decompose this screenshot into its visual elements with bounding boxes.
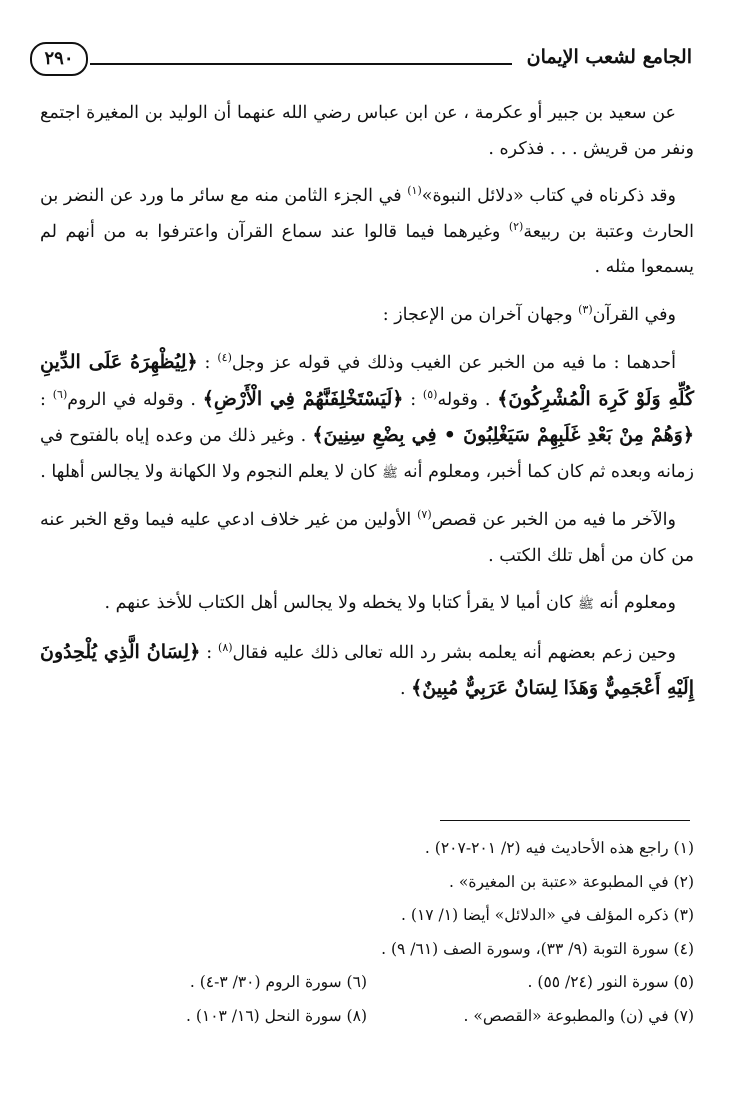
footnote-separator — [440, 820, 690, 821]
text-span: . وغير ذلك من وعده إياه بالفتوح في زمانه وبعده ثم كان كما أخبر، ومعلوم أنه — [40, 426, 694, 482]
book-title: الجامع لشعب الإيمان — [526, 46, 692, 68]
text-span: كان أميا لا يقرأ كتابا ولا يخطه ولا يجالس أهل الكتاب للأخذ عنهم . — [104, 593, 579, 613]
quran-verse-3: ﴿وَهُمْ مِنْ بَعْدِ غَلَبِهِمْ سَيَغْلِبُونَ • فِي بِضْعِ سِنِينَ﴾ — [312, 424, 694, 446]
footnote-ref-4: (٤) — [217, 351, 232, 365]
text-span: : — [197, 353, 218, 373]
footnote-ref-3: (٣) — [578, 302, 593, 316]
text-span: الأولين من غير خلاف ادعي عليه فيما وقع الخبر عنه من كان من أهل تلك الكتب . — [40, 510, 694, 566]
text-span: والآخر ما فيه من الخبر عن قصص — [431, 510, 676, 530]
text-span: : — [200, 642, 219, 663]
header-rule — [90, 63, 512, 65]
footnote-2: (٢) في المطبوعة «عتبة بن المغيرة» . — [448, 872, 694, 891]
text-span: وقد ذكرناه في كتاب «دلائل النبوة» — [421, 186, 676, 206]
paragraph-2 — [40, 179, 694, 286]
text-span: ومعلوم أنه — [593, 593, 676, 613]
footnote-6: (٦) سورة الروم (٣٠/ ٣-٤) . — [189, 973, 367, 991]
text-span: وجهان آخران من الإعجاز : — [382, 304, 579, 325]
footnote-3: (٣) ذكره المؤلف في «الدلائل» أيضا (١/ ١٧) . — [401, 906, 694, 924]
footnote-ref-7: (٧) — [417, 508, 432, 522]
text-span: : — [403, 389, 423, 410]
paragraph-7 — [40, 635, 694, 708]
footnote-ref-8: (٨) — [218, 640, 233, 654]
footnote-7: (٧) في (ن) والمطبوعة «القصص» . — [463, 1006, 694, 1025]
main-text — [40, 96, 694, 720]
paragraph-3 — [40, 298, 694, 334]
footnote-ref-2: (٢) — [508, 219, 524, 233]
text-span: . وقوله — [437, 389, 498, 410]
paragraph-5 — [40, 503, 694, 574]
text-span: كان لا يعلم النجوم ولا الكهانة ولا يجالس أهلها . — [40, 461, 383, 482]
text-span: . وقوله في الروم — [67, 389, 203, 410]
footnote-ref-6: (٦) — [52, 387, 68, 401]
page-header — [30, 42, 692, 82]
text-span: . — [399, 679, 412, 699]
quran-verse-1: ﴿لِيُظْهِرَهُ عَلَى الدِّينِ كُلِّهِ وَلَوْ كَرِهَ الْمُشْرِكُونَ﴾ — [40, 351, 695, 410]
footnote-5: (٥) سورة النور (٢٤/ ٥٥) . — [527, 973, 694, 991]
footnote-4: (٤) سورة التوبة (٩/ ٣٣)، وسورة الصف (٦١/ ٩) . — [381, 939, 694, 958]
text-span: في الجزء الثامن منه مع سائر ما ورد عن النضر بن الحارث وعتبة بن ربيعة — [40, 186, 694, 242]
text-span: وغيرهما فيما قالوا عند سماع القرآن واعترفوا به من أنهم لم يسمعوا مثله . — [40, 221, 694, 277]
paragraph-1: عن سعيد بن جبير أو عكرمة ، عن ابن عباس رضي الله عنهما أن الوليد بن المغيرة اجتمع ونفر من قريش . . . فذكره . — [40, 103, 694, 159]
footnote-ref-1: (١) — [407, 184, 422, 198]
text-span: وفي القرآن — [592, 304, 676, 325]
quran-verse-2: ﴿لَيَسْتَخْلِفَنَّهُمْ فِي الْأَرْضِ﴾ — [202, 387, 404, 410]
footnote-1: (١) راجع هذه الأحاديث فيه (٢/ ٢٠١-٢٠٧) . — [424, 839, 694, 857]
page-number: ٢٩٠ — [30, 42, 88, 76]
footnote-ref-5: (٥) — [422, 387, 438, 401]
salutation-glyph: ﷺ — [578, 597, 594, 612]
text-span: أحدهما : ما فيه من الخبر عن الغيب وذلك في قوله عز وجل — [231, 353, 676, 373]
text-span: : — [40, 389, 53, 410]
footnote-8: (٨) سورة النحل (١٦/ ١٠٣) . — [185, 1006, 367, 1025]
paragraph-4 — [40, 345, 694, 491]
footnote-row — [40, 966, 694, 1000]
text-span: وحين زعم بعضهم أنه يعلمه بشر رد الله تعالى ذلك عليه فقال — [232, 642, 676, 663]
salutation-glyph: ﷺ — [382, 465, 398, 481]
footnote-row — [40, 1000, 694, 1034]
footnotes — [40, 832, 694, 1033]
quran-verse-4: ﴿لِسَانُ الَّذِي يُلْحِدُونَ إِلَيْهِ أَعْجَمِيٌّ وَهَذَا لِسَانٌ عَرَبِيٌّ مُبِينٌ﴾ — [40, 640, 694, 699]
paragraph-6 — [40, 586, 694, 623]
